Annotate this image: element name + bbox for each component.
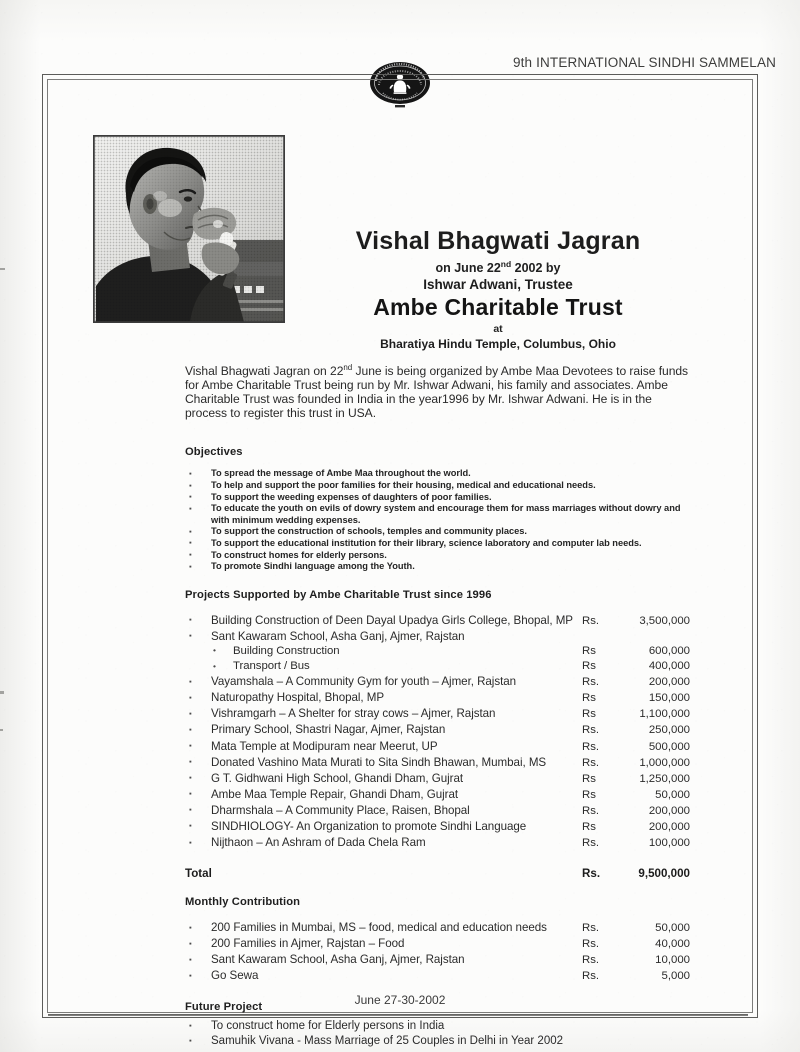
event-date-suffix: 2002 by [511, 260, 561, 275]
monthly-label: ▪ Go Sewa [211, 969, 259, 983]
intro-part2: June is being organized by Ambe Maa Devotees to raise funds for Ambe Charitable Trust being run by Mr. Ishwar Adwani, his family and associates. Ambe Charitable Trust was founded in India in the year1996 by Mr. Ishwar Adwani. He is in the process to register this trust in USA. [185, 364, 689, 420]
objectives-heading: Objectives [185, 446, 243, 459]
list-item [185, 739, 690, 755]
project-amount: 200,000 [648, 676, 690, 689]
monthly-amount: 50,000 [655, 922, 690, 935]
intro-ordinal: nd [343, 363, 353, 373]
project-label: ▪ Donated Vashino Mata Murati to Sita Sindh Bhawan, Mumbai, MS [211, 755, 547, 769]
list-item [185, 787, 690, 803]
project-amount: 600,000 [648, 644, 690, 657]
total-amount: 9,500,000 [638, 867, 690, 881]
future-project-list [185, 1019, 690, 1049]
project-currency: Rs. [582, 756, 600, 769]
list-item [185, 771, 690, 787]
project-label: ▪ Dharmshala – A Community Place, Raisen, Bhopal [211, 803, 470, 817]
list-item [185, 629, 690, 644]
project-label: ▪ Vishramgarh – A Shelter for stray cows – Ajmer, Rajstan [211, 707, 496, 721]
monthly-amount: 5,000 [661, 970, 690, 983]
list-item: ▪ To support the weeding expenses of daughters of poor families. [185, 492, 690, 504]
footer-dates: June 27-30-2002 [354, 993, 446, 1007]
list-item: ▪ To construct homes for elderly persons. [185, 550, 690, 562]
project-label: ▪ Sant Kawaram School, Asha Ganj, Ajmer, Rajstan [211, 629, 465, 643]
project-label: • Transport / Bus [233, 660, 310, 673]
project-amount: 100,000 [648, 837, 690, 850]
scan-edge-artifact [0, 268, 5, 270]
event-title: Vishal Bhagwati Jagran [355, 227, 641, 255]
project-label: ▪ Naturopathy Hospital, Bhopal, MP [211, 691, 385, 705]
project-amount: 1,000,000 [639, 756, 690, 769]
project-amount: 3,500,000 [639, 614, 690, 627]
project-label: ▪ Nijthaon – An Ashram of Dada Chela Ram [211, 836, 426, 850]
scan-edge-artifact [0, 729, 3, 731]
project-currency: Rs. [582, 614, 600, 627]
monthly-currency: Rs. [582, 938, 600, 951]
list-item [185, 835, 690, 851]
project-currency: Rs. [582, 724, 600, 737]
list-item [185, 659, 690, 674]
project-currency: Rs [582, 788, 596, 801]
projects-list [185, 613, 690, 851]
project-label: ▪ SINDHIOLOGY- An Organization to promote Sindhi Language [211, 819, 527, 833]
project-currency: Rs [582, 772, 596, 785]
list-item: ▪ To spread the message of Ambe Maa throughout the world. [185, 468, 690, 480]
list-item [185, 674, 690, 690]
at-label: at [493, 322, 503, 335]
project-currency: Rs [582, 708, 596, 721]
document-body [185, 349, 690, 1049]
project-label: ▪ Vayamshala – A Community Gym for youth – Ajmer, Rajstan [211, 675, 517, 689]
list-item: ▪ To support the educational institution for their library, science laboratory and computer lab needs. [185, 538, 690, 550]
list-item: ▪ To support the construction of schools, temples and community places. [185, 526, 690, 538]
list-item [185, 690, 690, 706]
project-amount: 400,000 [648, 660, 690, 673]
list-item: ▪ Samuhik Vivana - Mass Marriage of 25 Couples in Delhi in Year 2002 [185, 1034, 690, 1049]
project-amount: 250,000 [648, 724, 690, 737]
project-currency: Rs. [582, 676, 600, 689]
monthly-amount: 40,000 [655, 938, 690, 951]
objectives-list [185, 468, 690, 572]
project-amount: 1,100,000 [639, 708, 690, 721]
project-currency: Rs. [582, 740, 600, 753]
project-currency: Rs. [582, 837, 600, 850]
organization-name: Ambe Charitable Trust [373, 293, 623, 320]
conference-header-title: 9th INTERNATIONAL SINDHI SAMMELAN [513, 55, 776, 70]
project-currency: Rs [582, 660, 596, 673]
list-item [185, 920, 690, 936]
project-amount: 150,000 [648, 692, 690, 705]
monthly-amount: 10,000 [655, 954, 690, 967]
project-label: ▪ Primary School, Shastri Nagar, Ajmer, Rajstan [211, 723, 446, 737]
list-item [185, 706, 690, 722]
project-amount: 1,250,000 [639, 772, 690, 785]
total-row [185, 867, 690, 880]
venue-name: Bharatiya Hindu Temple, Columbus, Ohio [380, 336, 616, 351]
project-currency: Rs [582, 820, 596, 833]
list-item: ▪ To construct home for Elderly persons in India [185, 1019, 690, 1034]
list-item [185, 722, 690, 738]
list-item: ▪ To promote Sindhi language among the Youth. [185, 561, 690, 573]
project-label: ▪ Ambe Maa Temple Repair, Ghandi Dham, Gujrat [211, 787, 459, 801]
monthly-currency: Rs. [582, 970, 600, 983]
list-item [185, 613, 690, 629]
project-amount: 200,000 [648, 820, 690, 833]
list-item [185, 819, 690, 835]
monthly-contribution-heading: Monthly Contribution [185, 896, 301, 909]
organizer-name: Ishwar Adwani, Trustee [423, 276, 573, 292]
total-currency: Rs. [582, 867, 601, 881]
footer-rule [48, 1014, 748, 1016]
list-item: ▪ To educate the youth on evils of dowry system and encourage them for mass marriages without dowry and with minimum wedding expenses. [185, 503, 690, 526]
monthly-currency: Rs. [582, 954, 600, 967]
monthly-currency: Rs. [582, 922, 600, 935]
intro-paragraph [185, 361, 690, 420]
event-date-line [283, 259, 713, 275]
ishwar-adwani-singing-photo [93, 135, 285, 323]
future-project-heading: Future Project [185, 1000, 263, 1013]
list-item [185, 755, 690, 771]
monthly-contribution-list [185, 920, 690, 984]
project-currency: Rs. [582, 804, 600, 817]
event-date-prefix: on June 22 [435, 260, 501, 275]
project-amount: 50,000 [655, 788, 690, 801]
event-date-ordinal: nd [500, 258, 512, 269]
event-title-block [283, 228, 713, 351]
list-item: ▪ To help and support the poor families for their housing, medical and educational needs. [185, 480, 690, 492]
project-label: ▪ Building Construction of Deen Dayal Upadya Girls College, Bhopal, MP [211, 613, 573, 627]
project-label: • Building Construction [233, 644, 340, 657]
list-item [185, 803, 690, 819]
project-label: ▪ Mata Temple at Modipuram near Meerut, UP [211, 739, 438, 753]
project-currency: Rs [582, 692, 596, 705]
project-currency: Rs [582, 644, 596, 657]
scan-edge-artifact [0, 691, 4, 694]
list-item [185, 644, 690, 659]
intro-part1: Vishal Bhagwati Jagran on 22 [185, 364, 344, 379]
list-item [185, 936, 690, 952]
projects-heading: Projects Supported by Ambe Charitable Trust since 1996 [185, 588, 492, 601]
project-amount: 200,000 [648, 804, 690, 817]
monthly-label: ▪ 200 Families in Ajmer, Rajstan – Food [211, 937, 405, 951]
total-label: Total [185, 867, 212, 881]
monthly-label: ▪ 200 Families in Mumbai, MS – food, medical and education needs [211, 921, 547, 935]
list-item [185, 952, 690, 968]
project-amount: 500,000 [648, 740, 690, 753]
project-label: ▪ G T. Gidhwani High School, Ghandi Dham, Gujrat [211, 771, 464, 785]
list-item [185, 968, 690, 984]
monthly-label: ▪ Sant Kawaram School, Asha Ganj, Ajmer, Rajstan [211, 953, 465, 967]
